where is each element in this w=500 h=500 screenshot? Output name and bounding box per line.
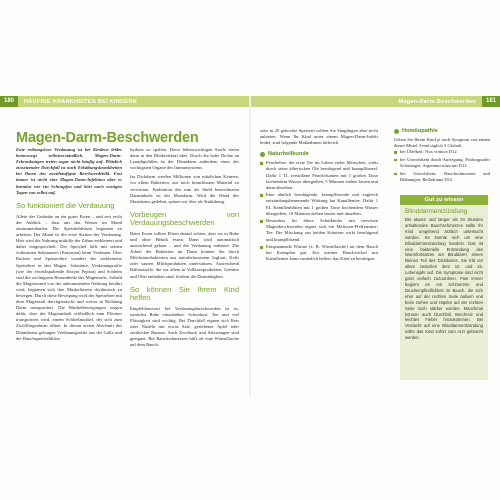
left-column-1	[16, 147, 122, 397]
list-item: Fencheltee, der erste Tee im Leben vieler Menschen, wirkt durch seine ätherischen Öle beruhigend und krampflösend. Dafür 1 TL zerstoßene Fenchelsamen mit 1 großen Tasse kochendem Wasser übergießen, 5 Minuten ziehen lassen und dann abseihen.	[260, 160, 378, 190]
page-title: Magen-Darm-Beschwerden	[16, 130, 199, 146]
globule-icon	[394, 129, 399, 134]
section-heading-verdauung: So funktioniert die Verdauung	[16, 200, 115, 210]
section-text-verdauung: Allein der Gedanke an ein gutes Essen – und erst recht der Anblick – lässt uns das Wasser im Mund zusammenlaufen. Die Speicheldrüsen beginnen zu arbeiten. Der Mund ist die erste Station der Verdauung. Hier wird die Nahrung mithilfe der Zähne zerkleinert und dabei eingespeichelt. Der Speichel hilft mit seinen wirksamen Substanzen (Enzymen) beim Verdauen. Über Rachen und Speiseröhre wandert der zerkleinerte Speisebrei in den Magen. Salzsäure, Verdauungssäfte (wie der eiweißspaltende Enzym Pepsin) und Schleim sind die wichtigsten Bestandteile des Magensafts. Sobald die Magenwand von der ankommenden Nahrung berührt wird, beginnen sich ihre Muskelfasern rhythmisch zu bewegen. Durch diese Bewegung wird der Speisebrei mit dem Magensaft durchgemischt und weiter in Richtung Darm transportiert. Die Muskelbewegungen sorgen dafür, dass der Mageninhalt schließlich zum Pförtner transportiert wird, einem Schließmuskel, der sich zum Zwölffingerdarm öffnet. In diesen ersten Abschnitt des Dünndarms gelangen Verdauungssäfte aus der Galle und der Bauchspeicheldrüse.	[16, 213, 122, 341]
leaf-icon	[260, 152, 265, 157]
info-box-title: Gut zu wissen	[400, 195, 488, 205]
column-text-duenndarm: hydrate zu spalten. Diese lebenswichtigen Stoffe treten dann in den Blutkreislauf über. Durch die hohe Dichte an Lymphgefäßen ist der Dünndarm außerdem eines der wichtigsten Organe des Immunsystems.	[130, 147, 239, 171]
naturheilkunde-label: Naturheilkunde	[268, 151, 309, 158]
info-box-text: Bei akuten und länger als 24 Stunden anhaltenden Bauchschmerzen sollte Ihr Kind umgehend ärztlich untersucht werden. Es könnte sich um eine Blinddarmentzündung handeln. Das ist eine bakterielle Entzündung des Wurmfortsatzes am Blinddarm, einem kleinen Teil des Dickdarms. Sie tritt vor allem zwischen dem 10. und 15. Lebensjahr auf. Die Symptome sind nicht ganz einfach zuzuordnen. Fast immer beginnt es mit Schmerzen und Druckempfindlichkeit im Bauch, die sich eher auf der rechten Seite äußern und beim Gehen und Hüpfen auf der rechten Seite noch stärker werden. Manchmal können auch Durchfall, Brechreiz und leichtes Fieber hinzukommen. Bei Verdacht auf eine Blinddarmentzündung sollte das Kind sofort zum Arzt gebracht werden.	[405, 217, 483, 341]
left-running-header	[0, 96, 249, 107]
page-gutter	[249, 96, 251, 396]
list-item: Besonders für ältere Schulkinder mit nervösen Magenbeschwerden eignet sich ein Melissen-Pfefferminz-Tee. Die Mischung aus beiden Kräutern wirkt beruhigend und krampflösend.	[260, 218, 378, 242]
left-page-number: 180	[0, 96, 18, 107]
section-text-helfen: Empfehlenswert bei Verdauungsbeschwerden ist es, zunächst Ruhe einzuhalten. Schonkost, Tee und viel Flüssigkeit sind wichtig. Bei Durchfall eignen sich Reis oder Nudeln mit etwas Salz, geriebener Apfel oder zerdrückte Banane. Auch Zwieback und Salzstangen sind geeignet. Bei Bauchschmerzen hilft oft eine Wärmflasche auf dem Bauch.	[130, 305, 239, 348]
homoeopathie-heading	[394, 128, 490, 134]
list-item: Eine ähnlich beruhigende, krampflösende und zugleich entzündungshemmende Wirkung hat Kamillentee. Dafür 1 EL Kamillenblüten mit 1 großen Tasse kochendem Wasser übergießen, 10 Minuten ziehen lassen und abseihen.	[260, 192, 378, 216]
section-heading-vorbeugen: Vorbeugen von Verdauungsbeschwerden	[130, 209, 239, 227]
homoeopathie-label: Homöopathie	[402, 128, 438, 134]
column-text-dickdarm: Im Dickdarm werden Millionen von nützlichen Keimen, vor allem Bakterien, aus noch brauchbaren Material zu verwerten. Endstation des nun als Stuhl bezeichneten Darminhalts ist der Mastdarm. Wird die Wand des Mastdarms gedehnt, spüren wir dies als Stuhldrang.	[130, 174, 239, 204]
list-item: Entspannende Wärme (z. B. Wärmflasche) tut dem Bauch bei Krämpfen gut. Ein warmer Bauchwickel mit Kamillentee kann zusätzlich helfen, das Kind zu beruhigen.	[260, 244, 378, 262]
list-item: bei Unwohlsein, Bauchschmerzen und Blähungen: Belladonna D12	[394, 171, 490, 183]
lead-paragraph: Eine reibungslose Verdauung ist bei Kindern leider keineswegs selbstverständlich. Magen-Darm-Erkrankungen treten sogar nicht häufig auf. Plötzlich einsetzender Durchfall ist nach Erkältungskrankheiten bei Ihnen das zweithäufigste Beschwerdebild. Fast immer ist nicht eine Magen-Darm-Infektion aber es harmlos wie ein Schnupfen und hört nach wenigen Tagen von selbst auf.	[16, 147, 122, 195]
info-box	[400, 195, 488, 380]
section-heading-helfen: So können Sie Ihrem Kind helfen	[130, 284, 239, 302]
right-running-title: Magen-Darm-Beschwerden	[398, 98, 476, 105]
list-item: bei Übelkeit: Nux vomica D12	[394, 149, 490, 155]
section-text-vorbeugen: Beim Essen sollten Eltern darauf achten, dass sie in Ruhe und ohne Hektik essen. Dann wird automatisch ausreichend gekaut – und die Verdauung entlastet. Die Arbeit der Bakterien im Darm können Sie durch Milchsäurebakterien aus naturbelassenem Joghurt, Kefir oder sauren Milchprodukten unterstützen. Ausreichend Ballaststoffe, die vor allem in Vollkornprodukten, Gemüse und Obst enthalten sind, fördern die Darmtätigkeit.	[130, 230, 239, 279]
right-running-header	[251, 96, 500, 107]
right-page-number: 181	[482, 96, 500, 107]
homoeopathie-text: Geben Sie Ihrem Kind je nach Symptom von einem dieser Mittel 3-mal täglich 5 Globuli.	[394, 137, 490, 149]
right-column-2	[394, 128, 490, 194]
right-column-1	[260, 128, 378, 398]
info-box-subtitle: Blinddarmentzündung	[405, 208, 468, 215]
intro-text: oder in 25 gekochte Speisen) sollten Sie Säuglingen aber nicht anbieten. Wenn Ihr Kind unter einem Magen-Darm-Infekt leidet, sind folgende Maßnahmen hilfreich.	[260, 128, 378, 146]
left-running-title: HÄUFIGE KRANKHEITEN BEI KINDERN	[24, 98, 137, 105]
list-item: bei Unwohlsein durch Aufregung, Prüfungsoder Schulangst: Argentum nitricum D12	[394, 157, 490, 169]
left-column-2	[130, 147, 239, 397]
naturheilkunde-heading	[260, 151, 378, 157]
